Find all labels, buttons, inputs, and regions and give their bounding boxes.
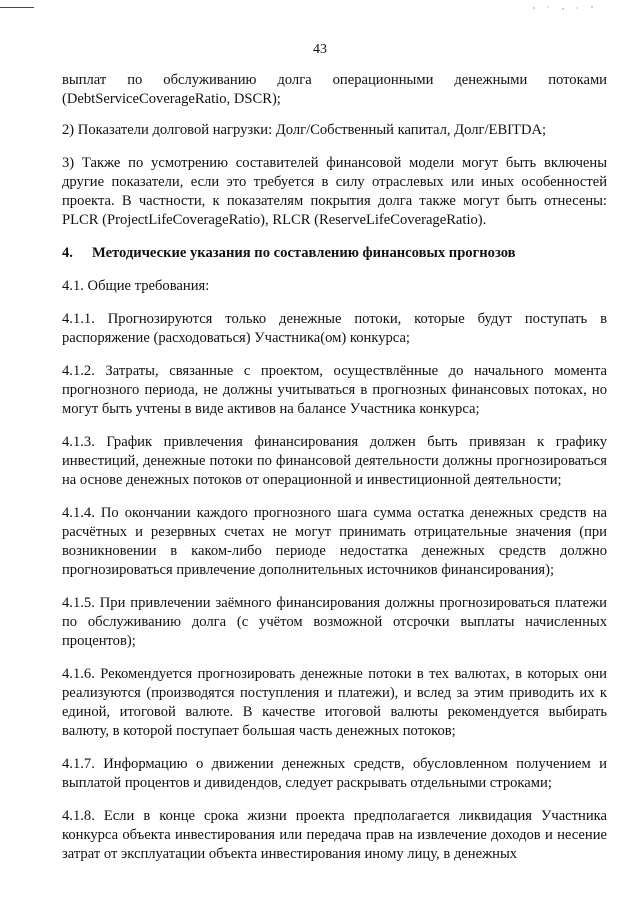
item-4-1-6: 4.1.6. Рекомендуется прогнозировать денежные потоки в тех валютах, в которых они реализуются (производятся поступления и платежи), и вслед за этим приводить их к единой, итоговой валюте. В качестве итоговой валюты рекомендуется выбирать валюту, в которой поступает большая часть денежных потоков;	[62, 666, 607, 739]
paragraph-other-indicators: 3) Также по усмотрению составителей финансовой модели могут быть включены другие показатели, если это требуется в силу отраслевых или иных особенностей проекта. В частности, к показателям покрытия долга также могут быть отнесены: PLCR (ProjectLifeCoverageRatio), RLCR (ReserveLifeCoverageRatio).	[62, 155, 607, 228]
paragraph-debt-load: 2) Показатели долговой нагрузки: Долг/Собственный капитал, Долг/EBITDA;	[62, 122, 547, 138]
item-4-1: 4.1. Общие требования:	[62, 278, 210, 294]
scan-edge-mark	[0, 7, 34, 8]
item-4-1-1: 4.1.1. Прогнозируются только денежные потоки, которые будут поступать в распоряжение (расходоваться) Участника(ом) конкурса;	[62, 311, 607, 346]
document-body	[62, 71, 607, 878]
section-number: 4.	[62, 245, 73, 261]
item-4-1-3: 4.1.3. График привлечения финансирования должен быть привязан к графику инвестиций, денежные потоки по финансовой деятельности должны прогнозироваться на основе денежных потоков от операционной и инвестиционной деятельности;	[62, 434, 607, 488]
item-4-1-7: 4.1.7. Информацию о движении денежных средств, обусловленном получением и выплатой процентов и дивидендов, следует раскрывать отдельными строками;	[62, 756, 607, 791]
scan-noise-dots	[530, 4, 600, 12]
section-title: Методические указания по составлению финансовых прогнозов	[92, 245, 516, 261]
paragraph-dscr: выплат по обслуживанию долга операционными денежными потоками (DebtServiceCoverageRatio, DSCR);	[62, 72, 607, 107]
item-4-1-5: 4.1.5. При привлечении заёмного финансирования должны прогнозироваться платежи по обслуживанию долга (с учётом возможной отсрочки выплаты начисленных процентов);	[62, 595, 607, 649]
page-number: 43	[313, 42, 327, 57]
item-4-1-8: 4.1.8. Если в конце срока жизни проекта предполагается ликвидация Участника конкурса объекта инвестирования или передача прав на извлечение доходов и несение затрат от эксплуатации объекта инвестирования иному лицу, в денежных	[62, 808, 607, 862]
section-heading	[62, 244, 607, 263]
item-4-1-2: 4.1.2. Затраты, связанные с проектом, осуществлённые до начального момента прогнозного периода, не должны учитываться в прогнозных финансовых потоках, но могут быть учтены в виде активов на балансе Участника конкурса;	[62, 363, 607, 417]
item-4-1-4: 4.1.4. По окончании каждого прогнозного шага сумма остатка денежных средств на расчётных и резервных счетах не могут принимать отрицательные значения (при возникновении в каком-либо периоде недостатка денежных средств должно прогнозироваться привлечение дополнительных источников финансирования);	[62, 505, 607, 578]
